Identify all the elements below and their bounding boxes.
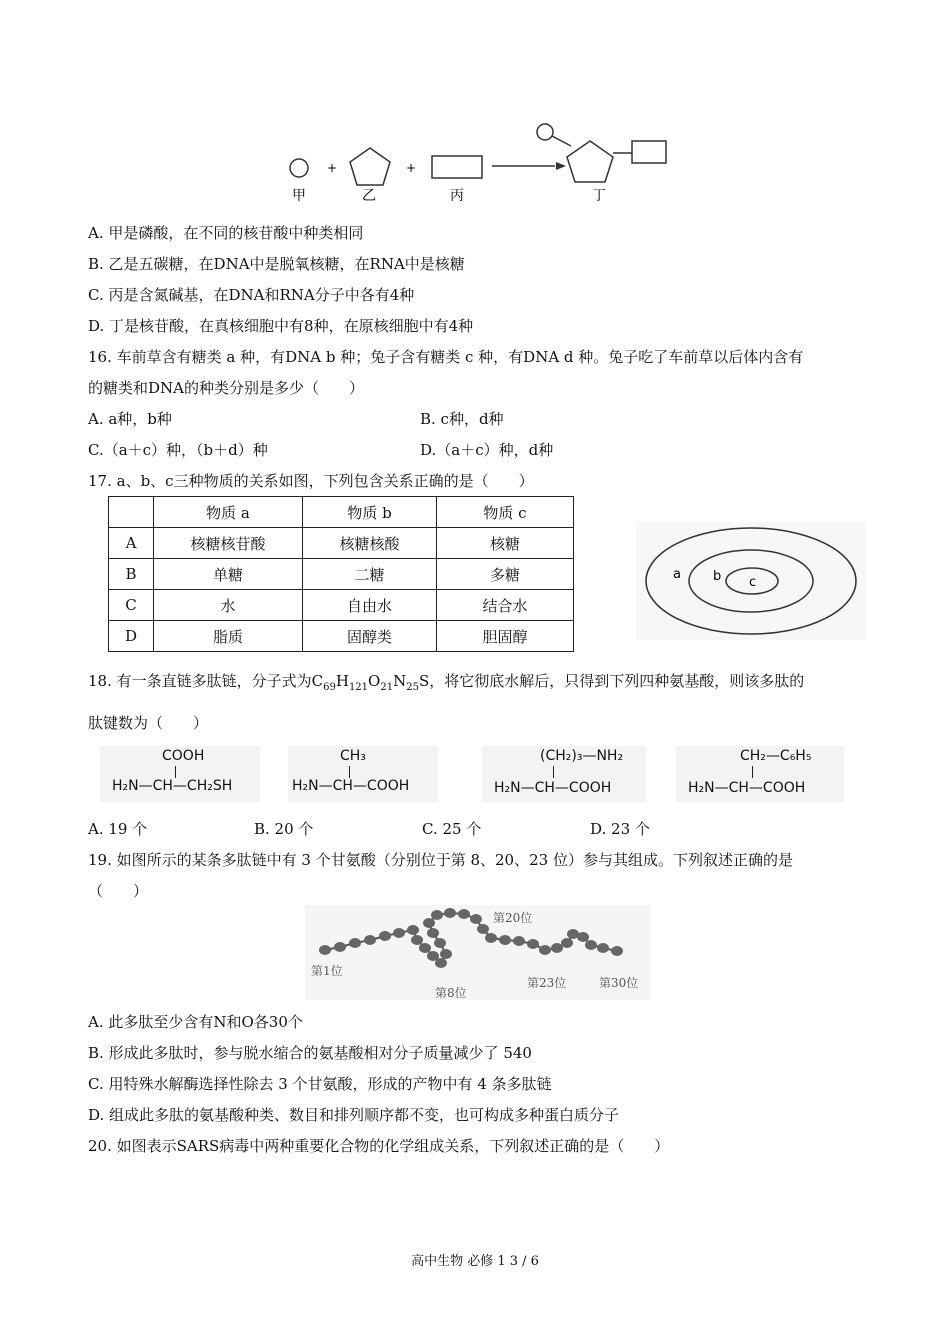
amino-acid-bead — [611, 946, 623, 956]
q16-option-c: C.（a＋c）种，（b＋d）种 — [88, 441, 268, 459]
q15-option-d: D. 丁是核苷酸，在真核细胞中有8种，在原核细胞中有4种 — [88, 317, 474, 335]
q17-stem: 17. a、b、c三种物质的关系如图，下列包含关系正确的是（ ） — [88, 472, 534, 490]
amino-acid-bead — [477, 924, 489, 934]
chain-label-20: 第20位 — [493, 911, 533, 925]
amino-acid-bead — [319, 945, 331, 955]
table-row — [109, 590, 574, 621]
plus-sign-2: + — [406, 161, 417, 175]
amino-acid-bead — [411, 935, 423, 945]
amino-acid-bead — [577, 932, 589, 942]
label-bing: 丙 — [450, 188, 464, 204]
q18-stem-line1 — [88, 670, 804, 693]
amino-acid-bead — [597, 943, 609, 953]
venn-label-a: a — [673, 567, 681, 582]
amino-acid-bead — [419, 943, 431, 953]
amino-acid-bead — [551, 943, 563, 953]
amino-acid-bead — [435, 958, 447, 968]
table-header-cell: 物质 a — [154, 497, 303, 528]
q18-option-a: A. 19 个 — [88, 820, 148, 838]
q16-option-d: D.（a＋c）种，d种 — [420, 441, 554, 459]
table-cell: 自由水 — [303, 590, 437, 621]
amino-acid-bead — [440, 949, 452, 959]
table-cell: 多糖 — [437, 559, 574, 590]
q19-option-a: A. 此多肽至少含有N和O各30个 — [88, 1013, 303, 1031]
table-cell: 核糖 — [437, 528, 574, 559]
table-row — [109, 528, 574, 559]
pentose-pentagon — [350, 148, 390, 185]
chain-label-30: 第30位 — [599, 976, 639, 990]
venn-label-c: c — [749, 575, 757, 590]
amino-acid-bead — [334, 942, 346, 952]
q15-option-a: A. 甲是磷酸，在不同的核苷酸中种类相同 — [88, 224, 364, 242]
table-cell: 固醇类 — [303, 621, 437, 652]
table-cell: 胆固醇 — [437, 621, 574, 652]
table-cell: B — [109, 559, 154, 590]
amino-acid-bead — [431, 910, 443, 920]
q16-stem-line1: 16. 车前草含有糖类 a 种，有DNA b 种；兔子含有糖类 c 种，有DNA d 种。兔子吃了车前草以后体内含有 — [88, 348, 804, 366]
amino-acid-bead — [458, 909, 470, 919]
amino-acid-bead — [499, 935, 511, 945]
table-cell: 二糖 — [303, 559, 437, 590]
nucleotide-pentose — [567, 141, 613, 182]
q19-stem-line1: 19. 如图所示的某条多肽链中有 3 个甘氨酸（分别位于第 8、20、23 位）参与其组成。下列叙述正确的是 — [88, 851, 793, 869]
chain-label-8: 第8位 — [435, 986, 467, 1000]
amino-acid-bead — [539, 945, 551, 955]
chain-label-1: 第1位 — [311, 964, 343, 978]
table-cell: A — [109, 528, 154, 559]
q19-option-d: D. 组成此多肽的氨基酸种类、数目和排列顺序都不变，也可构成多种蛋白质分子 — [88, 1106, 620, 1124]
amino-acid-bead — [485, 933, 497, 943]
nucleotide-phosphate — [537, 124, 553, 140]
amino-acid-bead — [349, 938, 361, 948]
table-cell: D — [109, 621, 154, 652]
amino-acid-bead — [513, 936, 525, 946]
q16-stem-line2: 的糖类和DNA的种类分别是多少（ ） — [88, 379, 364, 397]
q19-option-b: B. 形成此多肽时，参与脱水缩合的氨基酸相对分子质量减少了 540 — [88, 1044, 532, 1062]
amino-acid-bead — [561, 938, 573, 948]
venn-label-b: b — [713, 569, 722, 584]
nucleotide-diagram — [280, 120, 680, 210]
table-cell: 结合水 — [437, 590, 574, 621]
q17-table — [108, 496, 574, 652]
amino-acid-bead — [444, 908, 456, 918]
amino-acid-bead — [364, 935, 376, 945]
nucleotide-base — [632, 141, 666, 163]
q15-option-c: C. 丙是含氮碱基，在DNA和RNA分子中各有4种 — [88, 286, 415, 304]
amino-acid-bead — [527, 939, 539, 949]
q16-option-b: B. c种，d种 — [420, 410, 504, 428]
q19-stem-line2: （ ） — [88, 882, 149, 900]
table-header-cell — [109, 497, 154, 528]
amino-acid-phenylalanine: CH₂—C₆H₅ H₂N—CH—COOH — [676, 746, 844, 802]
q16-option-a: A. a种，b种 — [88, 410, 172, 428]
amino-acid-lysine: (CH₂)₃—NH₂ H₂N—CH—COOH — [482, 746, 646, 802]
molecular-formula: $C_{69}H_{121}O_{21}N_{25}S$ — [311, 672, 430, 693]
amino-acid-bead — [407, 925, 419, 935]
q15-option-b: B. 乙是五碳糖，在DNA中是脱氧核糖，在RNA中是核糖 — [88, 255, 465, 273]
q18-stem-post: ，将它彻底水解后，只得到下列四种氨基酸，则该多肽的 — [429, 672, 805, 690]
q18-option-b: B. 20 个 — [254, 820, 314, 838]
q18-option-d: D. 23 个 — [590, 820, 650, 838]
table-header-cell: 物质 c — [437, 497, 574, 528]
base-rectangle — [432, 156, 482, 178]
amino-acid-bead — [470, 914, 482, 924]
chain-label-23: 第23位 — [527, 976, 567, 990]
amino-acid-cysteine: COOH H₂N—CH—CH₂SH — [100, 746, 260, 802]
label-ding: 丁 — [592, 188, 606, 204]
table-cell: 核糖核苷酸 — [154, 528, 303, 559]
table-header-row — [109, 497, 574, 528]
q20-stem: 20. 如图表示SARS病毒中两种重要化合物的化学组成关系，下列叙述正确的是（ ） — [88, 1137, 670, 1155]
table-cell: 核糖核酸 — [303, 528, 437, 559]
plus-sign-1: + — [327, 161, 338, 175]
label-yi: 乙 — [362, 188, 376, 204]
reaction-arrow-head — [556, 162, 566, 170]
table-row — [109, 621, 574, 652]
q18-option-c: C. 25 个 — [422, 820, 482, 838]
q19-option-c: C. 用特殊水解酶选择性除去 3 个甘氨酸，形成的产物中有 4 条多肽链 — [88, 1075, 552, 1093]
phosphate-circle — [290, 159, 308, 177]
page-footer: 高中生物 必修 1 3 / 6 — [411, 1254, 539, 1269]
amino-acid-bead — [379, 931, 391, 941]
table-cell: 单糖 — [154, 559, 303, 590]
q18-stem-line2: 肽键数为（ ） — [88, 714, 209, 732]
polypeptide-chain-diagram — [305, 905, 650, 1000]
amino-acid-alanine: CH₃ H₂N—CH—COOH — [288, 746, 438, 802]
table-cell: C — [109, 590, 154, 621]
label-jia: 甲 — [292, 188, 306, 204]
table-cell: 脂质 — [154, 621, 303, 652]
amino-acid-bead — [393, 928, 405, 938]
table-row — [109, 559, 574, 590]
q18-stem-pre: 18. 有一条直链多肽链，分子式为 — [88, 672, 312, 690]
amino-acid-bead — [434, 938, 446, 948]
amino-acid-bead — [427, 928, 439, 938]
amino-acid-bead — [585, 940, 597, 950]
table-header-cell: 物质 b — [303, 497, 437, 528]
amino-acid-bead — [423, 918, 435, 928]
table-cell: 水 — [154, 590, 303, 621]
venn-nested-ellipses — [636, 522, 866, 640]
